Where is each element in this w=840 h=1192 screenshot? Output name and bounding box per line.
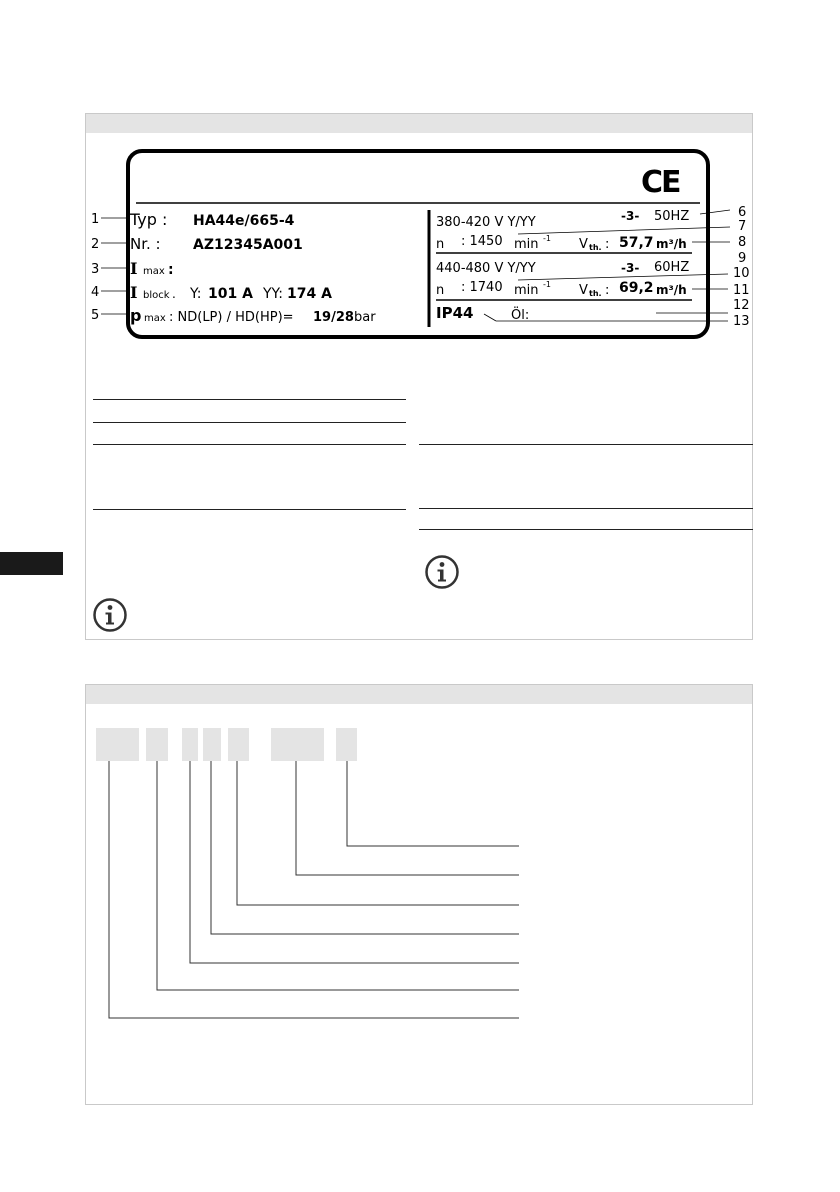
vth-value-50hz: 57,7 [619,235,654,251]
type-code-leader-7 [347,761,519,846]
callout-3: 3 [91,262,100,277]
callout-4: 4 [91,285,100,300]
vth-sub-60hz: th. [589,289,602,298]
type-code-leader-5 [237,761,519,905]
nr-label: Nr. : [130,235,161,253]
frequency-60hz: 60HZ [654,260,690,275]
imax-symbol: I [130,259,138,278]
type-code-leader-1 [109,761,519,1018]
protection-class: IP44 [436,304,474,322]
vth-label-60hz: V [579,283,588,298]
iblock-y-value: 101 A [208,286,253,302]
imax-subscript: max [143,266,165,277]
speed-unit-60hz: min [514,283,539,298]
speed-value-60hz: : 1740 [461,280,503,295]
speed-unit-50hz: min [514,237,539,252]
typ-label: Typ : [130,210,168,229]
callout-1: 1 [91,212,100,227]
nr-value: AZ12345A001 [193,237,303,253]
speed-value-50hz: : 1450 [461,234,503,249]
vth-unit-60hz: m³/h [656,283,687,297]
voltage-60hz: 440-480 V Y/YY [436,261,536,276]
iblock-dot: . [172,287,176,301]
frequency-50hz: 50HZ [654,209,690,224]
vth-sub-50hz: th. [589,243,602,252]
pmax-symbol: p [130,306,142,325]
type-code-leader-3 [190,761,519,963]
speed-label-60hz: n [436,283,445,298]
voltage-50hz: 380-420 V Y/YY [436,215,536,230]
iblock-yy-label: YY: [263,286,283,302]
callout-11: 11 [733,283,750,298]
pmax-text: : ND(LP) / HD(HP)= [169,310,294,325]
pmax-unit: bar [354,310,376,325]
speed-exp-50hz: -1 [543,234,551,243]
type-code-leader-4 [211,761,519,934]
iblock-y-label: Y: [190,286,202,302]
iblock-subscript: block [143,290,170,301]
callout-7: 7 [738,219,747,234]
callout-9: 9 [738,251,747,266]
iblock-yy-value: 174 A [287,286,332,302]
vth-colon-60hz: : [605,283,610,298]
vth-colon-50hz: : [605,237,610,252]
vth-label-50hz: V [579,237,588,252]
callout-5: 5 [91,308,100,323]
callout-12: 12 [733,298,750,313]
pmax-value: 19/28 [313,310,354,325]
phase-50hz: -3- [621,209,640,223]
vth-unit-50hz: m³/h [656,237,687,251]
callout-2: 2 [91,237,100,252]
ce-mark: CE [641,165,680,200]
oil-label: Öl: [511,308,530,323]
callout-6: 6 [738,205,747,220]
phase-60hz: -3- [621,261,640,275]
iblock-symbol: I [130,283,138,302]
callout-10: 10 [733,266,750,281]
vth-value-60hz: 69,2 [619,280,654,296]
callout-13: 13 [733,314,750,329]
speed-exp-60hz: -1 [543,280,551,289]
typ-value: HA44e/665-4 [193,213,295,229]
type-code-leader-6 [296,761,519,875]
speed-label-50hz: n [436,237,445,252]
imax-colon: : [168,262,174,278]
pmax-subscript: max [144,313,166,324]
callout-8: 8 [738,235,747,250]
